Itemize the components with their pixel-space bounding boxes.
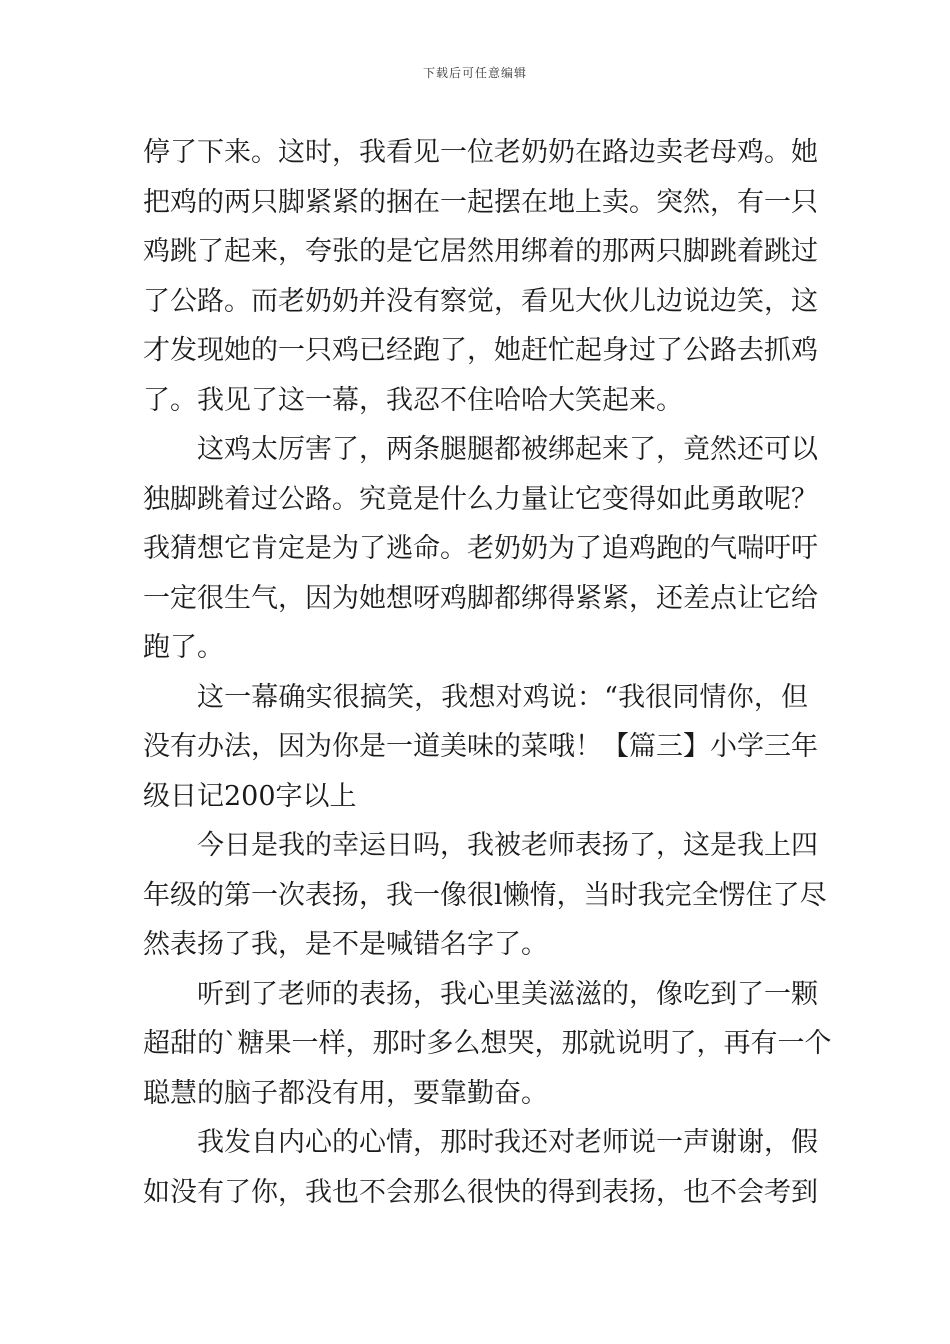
page-header: 下载后可任意编辑 <box>422 66 527 80</box>
text-line: 这一幕确实很搞笑，我想对鸡说：“我很同情你，但 <box>197 681 808 713</box>
text-line: 超甜的`糖果一样，那时多么想哭，那就说明了，再有一个 <box>143 1028 832 1059</box>
text-line: 跑了。 <box>143 632 224 663</box>
text-line: 鸡跳了起来，夸张的是它居然用绑着的那两只脚跳着跳过 <box>143 236 818 267</box>
text-line: 听到了老师的表扬，我心里美滋滋的，像吃到了一颗 <box>197 978 818 1010</box>
text-line: 今日是我的幸运日吗，我被老师表扬了，这是我上四 <box>197 830 818 861</box>
text-line: 一定很生气，因为她想呀鸡脚都绑得紧紧，还差点让它给 <box>143 582 818 614</box>
text-line: 这鸡太厉害了，两条腿腿都被绑起来了，竟然还可以 <box>197 434 818 465</box>
text-line: 我发自内心的心情，那时我还对老师说一声谢谢，假 <box>197 1127 818 1158</box>
text-line: 停了下来。这时，我看见一位老奶奶在路边卖老母鸡。她 <box>143 137 818 168</box>
text-line: 然表扬了我，是不是喊错名字了。 <box>143 929 548 960</box>
document-body <box>143 128 832 1217</box>
text-line: 独脚跳着过公路。究竟是什么力量让它变得如此勇敢呢？ <box>143 483 818 515</box>
text-line: 级日记200字以上 <box>143 780 357 812</box>
text-line: 才发现她的一只鸡已经跑了，她赶忙起身过了公路去抓鸡 <box>143 335 818 366</box>
text-line: 了。我见了这一幕，我忍不住哈哈大笑起来。 <box>143 384 683 416</box>
text-line: 年级的第一次表扬，我一像很l懒惰，当时我完全愣住了尽 <box>143 879 827 911</box>
text-line: 把鸡的两只脚紧紧的捆在一起摆在地上卖。突然，有一只 <box>143 186 818 218</box>
text-line: 了公路。而老奶奶并没有察觉，看见大伙儿边说边笑，这 <box>143 285 818 317</box>
text-line: 聪慧的脑子都没有用，要靠勤奋。 <box>143 1077 548 1109</box>
text-line: 我猜想它肯定是为了逃命。老奶奶为了追鸡跑的气喘吁吁 <box>143 533 818 564</box>
text-line: 没有办法，因为你是一道美味的菜哦！【篇三】小学三年 <box>143 731 818 762</box>
text-line: 如没有了你，我也不会那么很快的得到表扬，也不会考到 <box>143 1176 818 1208</box>
